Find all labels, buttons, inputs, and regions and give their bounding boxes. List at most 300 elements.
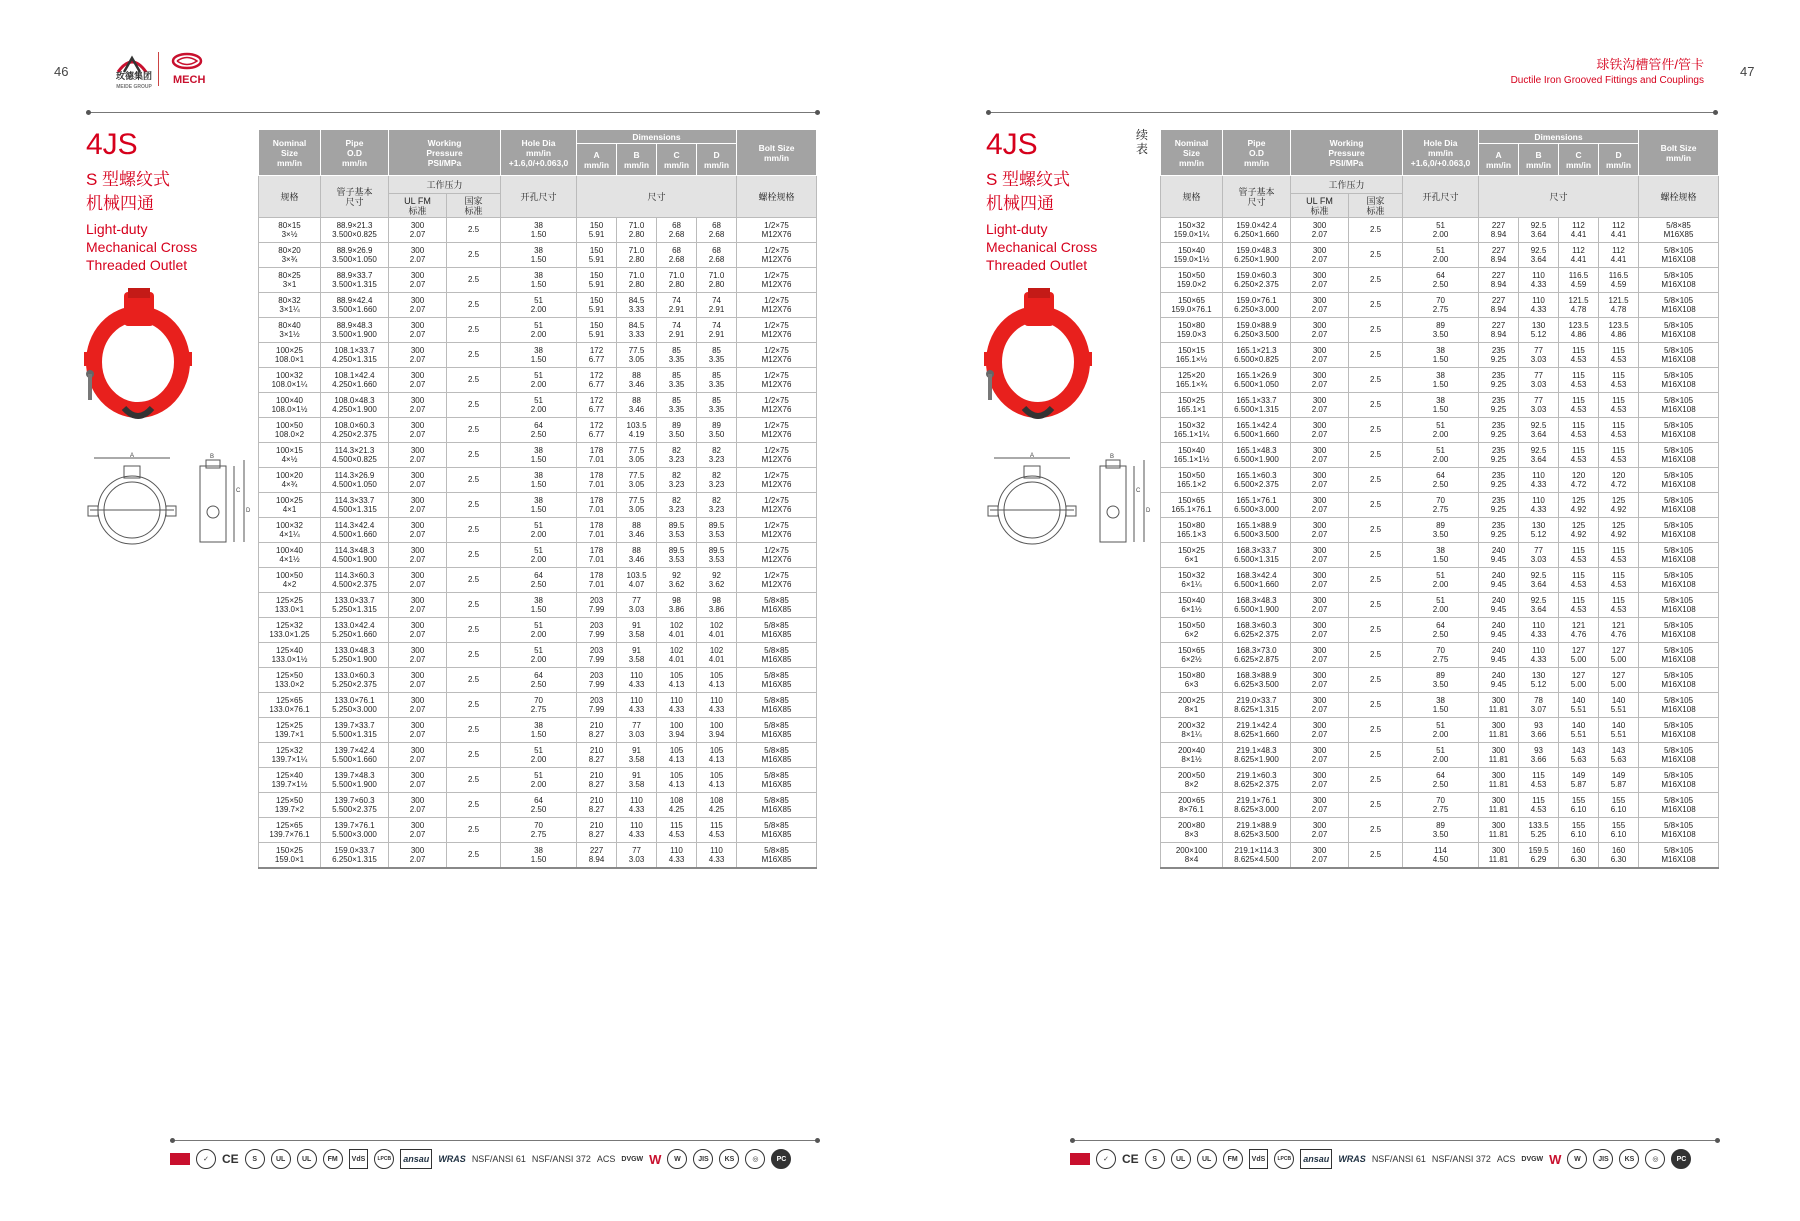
cell-b: 88 3.46 <box>617 543 657 568</box>
cell-d: 82 3.23 <box>697 493 737 518</box>
cert-ansau: ansau <box>400 1149 432 1169</box>
cell-a: 150 5.91 <box>577 243 617 268</box>
cell-ul: 300 2.07 <box>1291 793 1349 818</box>
cell-ul: 300 2.07 <box>1291 718 1349 743</box>
cell-d: 71.0 2.80 <box>697 268 737 293</box>
table-row <box>1161 768 1719 793</box>
cell-hole: 70 2.75 <box>501 693 577 718</box>
table-row <box>259 218 817 243</box>
th-b: B mm/in <box>617 144 657 176</box>
cell-c: 127 5.00 <box>1559 668 1599 693</box>
cell-ul: 300 2.07 <box>389 268 447 293</box>
table-row <box>1161 393 1719 418</box>
cert-ce: CE <box>1122 1152 1139 1166</box>
cell-gb: 2.5 <box>1349 818 1403 843</box>
cell-hole: 51 2.00 <box>501 768 577 793</box>
th-cn-bolt: 螺栓规格 <box>1639 176 1719 218</box>
cell-size: 100×40 108.0×1½ <box>259 393 321 418</box>
cell-d: 85 3.35 <box>697 343 737 368</box>
cell-gb: 2.5 <box>447 843 501 869</box>
cell-c: 102 4.01 <box>657 643 697 668</box>
cell-bolt: 5/8×105 M16X108 <box>1639 518 1719 543</box>
cell-a: 227 8.94 <box>1479 318 1519 343</box>
cell-size: 200×40 8×1½ <box>1161 743 1223 768</box>
cell-a: 203 7.99 <box>577 618 617 643</box>
cell-size: 150×80 6×3 <box>1161 668 1223 693</box>
cell-c: 85 3.35 <box>657 343 697 368</box>
cert-w: W <box>649 1151 662 1167</box>
cell-gb: 2.5 <box>447 218 501 243</box>
cell-od: 219.1×76.1 8.625×3.000 <box>1223 793 1291 818</box>
table-row <box>1161 743 1719 768</box>
cell-c: 68 2.68 <box>657 243 697 268</box>
cert-nsf372: NSF/ANSI 372 <box>531 1154 591 1164</box>
table-row <box>1161 643 1719 668</box>
cell-size: 80×40 3×1½ <box>259 318 321 343</box>
cell-ul: 300 2.07 <box>389 768 447 793</box>
cell-b: 110 4.33 <box>617 668 657 693</box>
cell-bolt: 1/2×75 M12X76 <box>737 343 817 368</box>
cell-bolt: 5/8×105 M16X108 <box>1639 743 1719 768</box>
cell-a: 150 5.91 <box>577 293 617 318</box>
cell-ul: 300 2.07 <box>389 543 447 568</box>
cell-od: 165.1×76.1 6.500×3.000 <box>1223 493 1291 518</box>
cell-d: 105 4.13 <box>697 768 737 793</box>
cell-bolt: 5/8×85 M16X85 <box>737 618 817 643</box>
cell-c: 121 4.76 <box>1559 618 1599 643</box>
cell-gb: 2.5 <box>447 718 501 743</box>
cell-c: 125 4.92 <box>1559 493 1599 518</box>
cert-lpcb-icon: LPCB <box>1274 1149 1294 1169</box>
cell-bolt: 5/8×105 M16X108 <box>1639 668 1719 693</box>
cell-ul: 300 2.07 <box>1291 393 1349 418</box>
cell-size: 125×40 139.7×1½ <box>259 768 321 793</box>
cell-ul: 300 2.07 <box>1291 568 1349 593</box>
cell-od: 165.1×42.4 6.500×1.660 <box>1223 418 1291 443</box>
cell-b: 92.5 3.64 <box>1519 418 1559 443</box>
table-row <box>259 693 817 718</box>
cell-a: 235 9.25 <box>1479 418 1519 443</box>
table-row <box>1161 318 1719 343</box>
cell-od: 168.3×33.7 6.500×1.315 <box>1223 543 1291 568</box>
cell-d: 115 4.53 <box>1599 393 1639 418</box>
cell-gb: 2.5 <box>1349 618 1403 643</box>
cell-size: 125×50 139.7×2 <box>259 793 321 818</box>
cell-c: 105 4.13 <box>657 668 697 693</box>
cell-b: 130 5.12 <box>1519 518 1559 543</box>
header-rule <box>86 112 820 113</box>
cell-gb: 2.5 <box>447 293 501 318</box>
cell-a: 240 9.45 <box>1479 668 1519 693</box>
cell-size: 150×40 6×1½ <box>1161 593 1223 618</box>
cell-a: 150 5.91 <box>577 268 617 293</box>
cell-a: 300 11.81 <box>1479 718 1519 743</box>
cell-gb: 2.5 <box>1349 293 1403 318</box>
table-row <box>259 643 817 668</box>
cell-gb: 2.5 <box>447 568 501 593</box>
cell-d: 89.5 3.53 <box>697 543 737 568</box>
cell-size: 150×80 159.0×3 <box>1161 318 1223 343</box>
cell-d: 149 5.87 <box>1599 768 1639 793</box>
cell-size: 100×32 4×1¼ <box>259 518 321 543</box>
cell-size: 100×25 4×1 <box>259 493 321 518</box>
cell-gb: 2.5 <box>1349 318 1403 343</box>
cell-d: 115 4.53 <box>1599 593 1639 618</box>
th-hole: Hole Dia mm/in +1.6,0/+0.063,0 <box>501 130 577 176</box>
th-cn-pressure: 工作压力 <box>1291 176 1403 194</box>
th-cn-od: 管子基本 尺寸 <box>321 176 389 218</box>
cert-ul-icon: UL <box>271 1149 291 1169</box>
cell-a: 227 8.94 <box>1479 218 1519 243</box>
cell-od: 219.1×48.3 8.625×1.900 <box>1223 743 1291 768</box>
cert-acs: ACS <box>1496 1154 1516 1164</box>
cell-hole: 70 2.75 <box>1403 793 1479 818</box>
cell-b: 130 5.12 <box>1519 318 1559 343</box>
cell-c: 98 3.86 <box>657 593 697 618</box>
cell-d: 115 4.53 <box>1599 418 1639 443</box>
cell-bolt: 5/8×105 M16X108 <box>1639 243 1719 268</box>
cell-od: 139.7×33.7 5.500×1.315 <box>321 718 389 743</box>
cell-c: 74 2.91 <box>657 318 697 343</box>
product-code: 4JS <box>986 128 1038 161</box>
th-working: Working Pressure PSI/MPa <box>389 130 501 176</box>
cell-b: 110 4.33 <box>1519 268 1559 293</box>
cell-d: 102 4.01 <box>697 618 737 643</box>
cell-od: 88.9×21.3 3.500×0.825 <box>321 218 389 243</box>
cert-ul-listed-icon: UL <box>297 1149 317 1169</box>
cell-size: 125×65 139.7×76.1 <box>259 818 321 843</box>
cell-od: 168.3×48.3 6.500×1.900 <box>1223 593 1291 618</box>
cell-bolt: 5/8×105 M16X108 <box>1639 318 1719 343</box>
cell-a: 300 11.81 <box>1479 743 1519 768</box>
cell-hole: 38 1.50 <box>501 218 577 243</box>
cell-hole: 51 2.00 <box>501 618 577 643</box>
cell-bolt: 1/2×75 M12X76 <box>737 368 817 393</box>
cell-ul: 300 2.07 <box>1291 218 1349 243</box>
title-cn-1: S 型螺纹式 <box>986 170 1071 189</box>
cert-ansau: ansau <box>1300 1149 1332 1169</box>
cell-b: 133.5 5.25 <box>1519 818 1559 843</box>
cell-ul: 300 2.07 <box>1291 743 1349 768</box>
cell-hole: 51 2.00 <box>501 543 577 568</box>
cell-a: 235 9.25 <box>1479 368 1519 393</box>
cell-d: 115 4.53 <box>1599 343 1639 368</box>
cell-a: 150 5.91 <box>577 318 617 343</box>
cell-b: 71.0 2.80 <box>617 243 657 268</box>
cell-hole: 38 1.50 <box>1403 343 1479 368</box>
cell-b: 159.5 6.29 <box>1519 843 1559 869</box>
cell-od: 114.3×42.4 4.500×1.660 <box>321 518 389 543</box>
table-row <box>1161 843 1719 869</box>
cell-ul: 300 2.07 <box>389 493 447 518</box>
table-row <box>259 268 817 293</box>
cert-w-circle-icon: W <box>667 1149 687 1169</box>
cell-od: 133.0×76.1 5.250×3.000 <box>321 693 389 718</box>
cell-ul: 300 2.07 <box>389 343 447 368</box>
cell-c: 100 3.94 <box>657 718 697 743</box>
cell-hole: 89 3.50 <box>1403 518 1479 543</box>
cell-gb: 2.5 <box>447 318 501 343</box>
cell-od: 88.9×33.7 3.500×1.315 <box>321 268 389 293</box>
th-c: C mm/in <box>1559 144 1599 176</box>
table-row <box>259 543 817 568</box>
cell-gb: 2.5 <box>447 768 501 793</box>
cell-size: 150×65 165.1×76.1 <box>1161 493 1223 518</box>
cell-b: 88 3.46 <box>617 393 657 418</box>
cell-hole: 51 2.00 <box>1403 243 1479 268</box>
cell-od: 165.1×26.9 6.500×1.050 <box>1223 368 1291 393</box>
cell-b: 77 3.03 <box>617 843 657 869</box>
dimension-drawing-image <box>84 452 254 554</box>
cell-a: 203 7.99 <box>577 593 617 618</box>
cell-d: 155 6.10 <box>1599 818 1639 843</box>
cell-c: 155 6.10 <box>1559 818 1599 843</box>
cell-b: 93 3.66 <box>1519 718 1559 743</box>
cell-a: 178 7.01 <box>577 493 617 518</box>
cell-bolt: 5/8×105 M16X108 <box>1639 568 1719 593</box>
cell-od: 133.0×33.7 5.250×1.315 <box>321 593 389 618</box>
cell-gb: 2.5 <box>1349 543 1403 568</box>
cell-b: 103.5 4.07 <box>617 568 657 593</box>
cert-pc-icon: PC <box>1671 1149 1691 1169</box>
cell-hole: 70 2.75 <box>1403 643 1479 668</box>
cell-d: 68 2.68 <box>697 243 737 268</box>
cell-size: 100×15 4×½ <box>259 443 321 468</box>
cell-b: 77 3.03 <box>617 593 657 618</box>
cert-ce: CE <box>222 1152 239 1166</box>
table-row <box>1161 718 1719 743</box>
cell-d: 82 3.23 <box>697 468 737 493</box>
cell-bolt: 5/8×85 M16X85 <box>737 643 817 668</box>
cell-hole: 51 2.00 <box>1403 743 1479 768</box>
cert-vds: VdS <box>1249 1149 1269 1169</box>
table-row <box>259 493 817 518</box>
cell-bolt: 5/8×105 M16X108 <box>1639 343 1719 368</box>
dim-label-d: D <box>246 508 251 514</box>
table-row <box>259 618 817 643</box>
cell-size: 80×15 3×½ <box>259 218 321 243</box>
cert-acs: ACS <box>596 1154 616 1164</box>
cell-size: 150×50 6×2 <box>1161 618 1223 643</box>
cell-a: 203 7.99 <box>577 643 617 668</box>
cell-d: 112 4.41 <box>1599 218 1639 243</box>
cell-ul: 300 2.07 <box>1291 493 1349 518</box>
table-row <box>259 293 817 318</box>
cell-bolt: 1/2×75 M12X76 <box>737 418 817 443</box>
cell-b: 92.5 3.64 <box>1519 568 1559 593</box>
company-cn: 玫德集团 <box>116 71 153 81</box>
cell-size: 150×32 159.0×1¼ <box>1161 218 1223 243</box>
cell-b: 92.5 3.64 <box>1519 593 1559 618</box>
cell-hole: 38 1.50 <box>501 443 577 468</box>
cell-size: 150×40 165.1×1½ <box>1161 443 1223 468</box>
title-en-3: Threaded Outlet <box>986 257 1088 273</box>
table-row <box>1161 543 1719 568</box>
cell-od: 114.3×21.3 4.500×0.825 <box>321 443 389 468</box>
cell-hole: 38 1.50 <box>501 468 577 493</box>
cell-bolt: 1/2×75 M12X76 <box>737 243 817 268</box>
cell-hole: 51 2.00 <box>1403 218 1479 243</box>
cell-a: 172 6.77 <box>577 393 617 418</box>
cell-od: 139.7×76.1 5.500×3.000 <box>321 818 389 843</box>
cell-c: 71.0 2.80 <box>657 268 697 293</box>
cell-hole: 64 2.50 <box>501 418 577 443</box>
dim-label-c: C <box>236 488 241 494</box>
cell-a: 203 7.99 <box>577 693 617 718</box>
cell-bolt: 5/8×85 M16X85 <box>737 843 817 869</box>
cell-bolt: 5/8×105 M16X108 <box>1639 468 1719 493</box>
th-a: A mm/in <box>1479 144 1519 176</box>
cell-d: 115 4.53 <box>1599 543 1639 568</box>
th-cn-dim: 尺寸 <box>1479 176 1639 218</box>
th-cn-pressure: 工作压力 <box>389 176 501 194</box>
cell-bolt: 5/8×85 M16X85 <box>737 818 817 843</box>
cert-wras: WRAS <box>438 1154 466 1164</box>
cell-ul: 300 2.07 <box>1291 418 1349 443</box>
cell-size: 200×25 8×1 <box>1161 693 1223 718</box>
cell-b: 110 4.33 <box>1519 618 1559 643</box>
table-row <box>1161 568 1719 593</box>
cell-c: 74 2.91 <box>657 293 697 318</box>
cell-a: 235 9.25 <box>1479 468 1519 493</box>
cell-gb: 2.5 <box>447 418 501 443</box>
th-hole: Hole Dia mm/in +1.6,0/+0.063,0 <box>1403 130 1479 176</box>
cell-od: 165.1×21.3 6.500×0.825 <box>1223 343 1291 368</box>
cell-od: 139.7×60.3 5.500×2.375 <box>321 793 389 818</box>
cell-a: 240 9.45 <box>1479 543 1519 568</box>
cell-size: 100×32 108.0×1¼ <box>259 368 321 393</box>
cell-d: 85 3.35 <box>697 393 737 418</box>
cell-ul: 300 2.07 <box>1291 443 1349 468</box>
cert-fm-icon: FM <box>1223 1149 1243 1169</box>
cell-c: 85 3.35 <box>657 368 697 393</box>
cell-bolt: 1/2×75 M12X76 <box>737 543 817 568</box>
cell-bolt: 5/8×105 M16X108 <box>1639 443 1719 468</box>
cell-od: 108.1×42.4 4.250×1.660 <box>321 368 389 393</box>
cell-c: 92 3.62 <box>657 568 697 593</box>
cell-size: 150×65 159.0×76.1 <box>1161 293 1223 318</box>
cert-w-circle-icon: W <box>1567 1149 1587 1169</box>
table-row <box>259 593 817 618</box>
cell-gb: 2.5 <box>1349 268 1403 293</box>
cell-bolt: 5/8×105 M16X108 <box>1639 268 1719 293</box>
cell-hole: 38 1.50 <box>501 268 577 293</box>
cell-c: 85 3.35 <box>657 393 697 418</box>
cell-a: 300 11.81 <box>1479 768 1519 793</box>
cell-gb: 2.5 <box>1349 393 1403 418</box>
cell-bolt: 5/8×85 M16X85 <box>737 793 817 818</box>
cell-bolt: 5/8×105 M16X108 <box>1639 493 1719 518</box>
cell-size: 125×32 133.0×1.25 <box>259 618 321 643</box>
cell-c: 68 2.68 <box>657 218 697 243</box>
dimension-drawing-image <box>984 452 1154 554</box>
cell-size: 100×25 108.0×1 <box>259 343 321 368</box>
th-cn-hole: 开孔尺寸 <box>1403 176 1479 218</box>
cell-b: 103.5 4.19 <box>617 418 657 443</box>
cell-c: 121.5 4.78 <box>1559 293 1599 318</box>
cell-a: 178 7.01 <box>577 468 617 493</box>
cell-od: 159.0×42.4 6.250×1.660 <box>1223 218 1291 243</box>
cert-ks-icon: KS <box>719 1149 739 1169</box>
cell-ul: 300 2.07 <box>389 818 447 843</box>
section-header-en: Ductile Iron Grooved Fittings and Couplings <box>1510 75 1704 86</box>
th-dimensions: Dimensions <box>1479 130 1639 144</box>
table-row <box>1161 443 1719 468</box>
dim-label-b: B <box>1110 454 1115 460</box>
table-row <box>259 568 817 593</box>
cell-d: 110 4.33 <box>697 693 737 718</box>
cell-a: 172 6.77 <box>577 343 617 368</box>
cell-hole: 51 2.00 <box>1403 718 1479 743</box>
cell-od: 114.3×26.9 4.500×1.050 <box>321 468 389 493</box>
cell-size: 125×50 133.0×2 <box>259 668 321 693</box>
cell-size: 100×50 4×2 <box>259 568 321 593</box>
cell-a: 227 8.94 <box>577 843 617 869</box>
table-row <box>259 443 817 468</box>
cert-nsf61: NSF/ANSI 61 <box>471 1154 526 1164</box>
cert-s-icon: S <box>1145 1149 1165 1169</box>
cert-ks-icon: KS <box>1619 1149 1639 1169</box>
cell-b: 77 3.03 <box>1519 343 1559 368</box>
cell-d: 140 5.51 <box>1599 693 1639 718</box>
cell-bolt: 1/2×75 M12X76 <box>737 218 817 243</box>
cell-gb: 2.5 <box>1349 643 1403 668</box>
cell-bolt: 1/2×75 M12X76 <box>737 393 817 418</box>
cell-size: 125×65 133.0×76.1 <box>259 693 321 718</box>
cell-hole: 38 1.50 <box>501 593 577 618</box>
cell-ul: 300 2.07 <box>389 843 447 869</box>
table-row <box>259 468 817 493</box>
cell-a: 240 9.45 <box>1479 593 1519 618</box>
cell-hole: 38 1.50 <box>501 243 577 268</box>
section-header-cn: 球铁沟槽管件/管卡 <box>1596 57 1704 72</box>
cell-gb: 2.5 <box>447 368 501 393</box>
cell-od: 133.0×42.4 5.250×1.660 <box>321 618 389 643</box>
cell-d: 115 4.53 <box>1599 368 1639 393</box>
th-pipe-od: Pipe O.D mm/in <box>1223 130 1291 176</box>
cell-b: 77 3.03 <box>1519 368 1559 393</box>
table-row <box>1161 468 1719 493</box>
cell-a: 178 7.01 <box>577 568 617 593</box>
cell-b: 77 3.03 <box>1519 393 1559 418</box>
table-row <box>259 768 817 793</box>
cell-hole: 51 2.00 <box>1403 568 1479 593</box>
cell-size: 80×20 3×¾ <box>259 243 321 268</box>
cell-c: 115 4.53 <box>1559 418 1599 443</box>
table-row <box>259 343 817 368</box>
cell-size: 200×32 8×1¼ <box>1161 718 1223 743</box>
cell-a: 210 8.27 <box>577 818 617 843</box>
cell-c: 110 4.33 <box>657 693 697 718</box>
cert-s-icon: S <box>245 1149 265 1169</box>
cell-size: 80×32 3×1¼ <box>259 293 321 318</box>
th-working: Working Pressure PSI/MPa <box>1291 130 1403 176</box>
cell-gb: 2.5 <box>447 793 501 818</box>
company-logo <box>112 50 205 90</box>
cell-od: 165.1×48.3 6.500×1.900 <box>1223 443 1291 468</box>
cell-hole: 51 2.00 <box>501 318 577 343</box>
cell-hole: 51 2.00 <box>501 368 577 393</box>
cert-check-icon: ✓ <box>1096 1149 1116 1169</box>
table-row <box>259 368 817 393</box>
spec-table-right <box>1160 129 1719 869</box>
cell-size: 150×32 165.1×1¼ <box>1161 418 1223 443</box>
cell-ul: 300 2.07 <box>1291 818 1349 843</box>
table-row <box>1161 793 1719 818</box>
cell-od: 88.9×42.4 3.500×1.660 <box>321 293 389 318</box>
cell-od: 133.0×60.3 5.250×2.375 <box>321 668 389 693</box>
cell-a: 300 11.81 <box>1479 843 1519 869</box>
